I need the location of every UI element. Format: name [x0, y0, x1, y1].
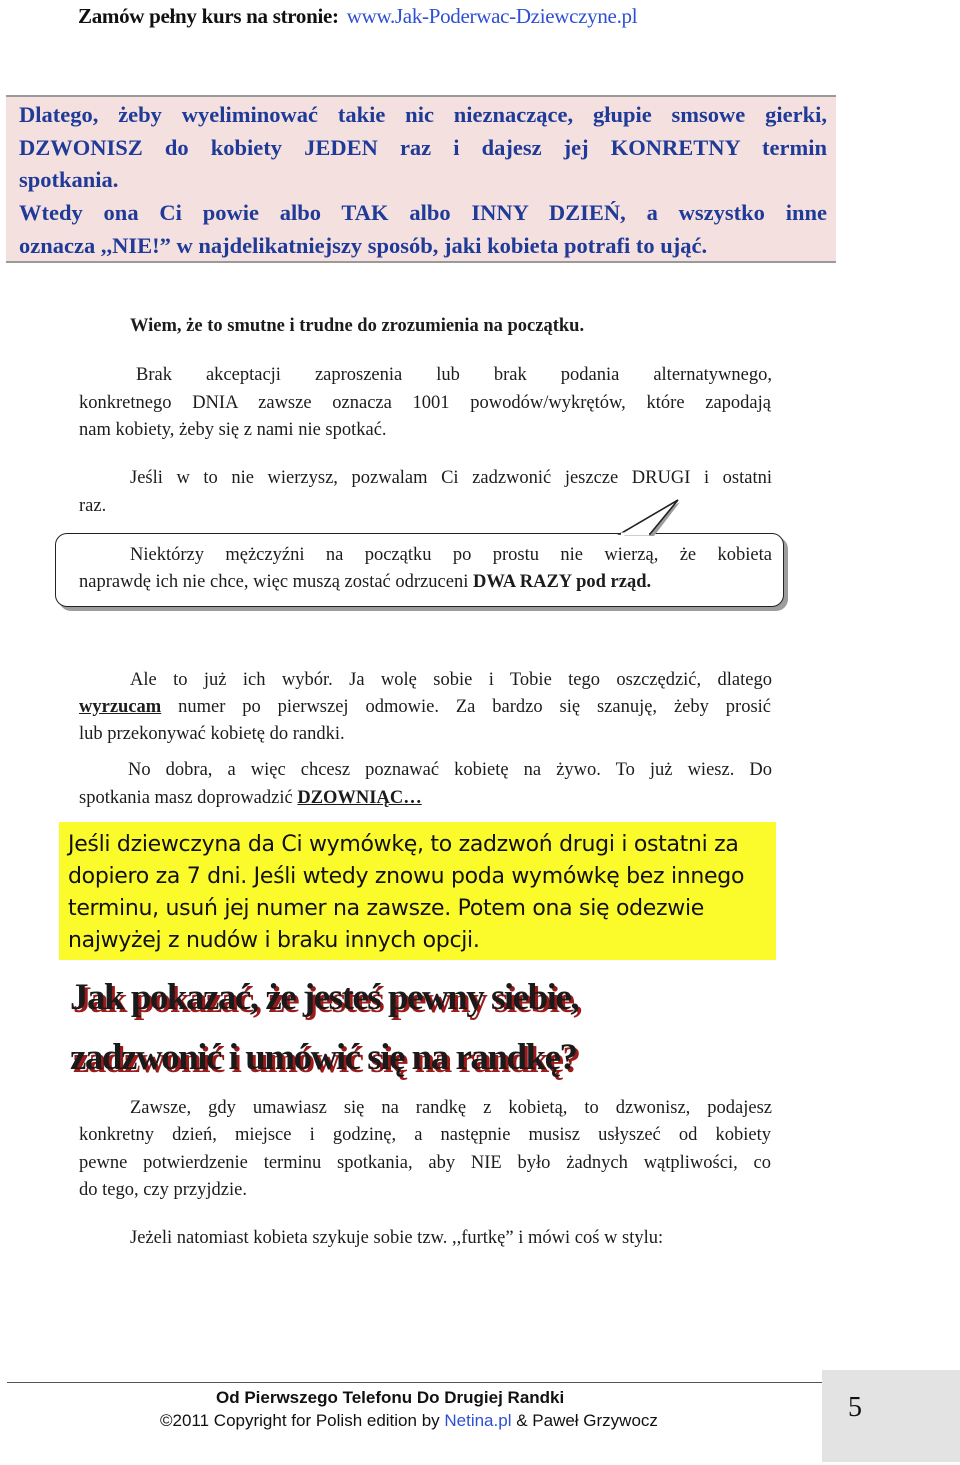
page-number-box	[822, 1370, 960, 1462]
paragraph-text: numer po pierwszej odmowie. Za bardzo się szanuję, żeby prosić	[161, 697, 771, 717]
emphasis-word: wyrzucam	[79, 697, 162, 717]
paragraph-line: lub przekonywać kobietę do randki.	[79, 724, 345, 744]
paragraph-line: konkretny dzień, miejsce i godzinę, a następnie musisz usłyszeć od kobiety	[79, 1125, 771, 1145]
page-number: 5	[848, 1392, 862, 1423]
paragraph-line: Jeśli w to nie wierzysz, pozwalam Ci zadzwonić jeszcze DRUGI i ostatni	[130, 468, 772, 488]
paragraph-line: Brak akceptacji zaproszenia lub brak podania alternatywnego,	[136, 365, 772, 385]
paragraph-text: spotkania masz doprowadzić	[79, 788, 298, 808]
callout-line: terminu, usuń jej numer na zawsze. Potem ona się odezwie	[68, 896, 704, 921]
highlight-line: Wtedy ona Ci powie albo TAK albo INNY DZIEŃ, a wszystko inne	[19, 200, 827, 225]
paragraph-line: Zawsze, gdy umawiasz się na randkę z kobietą, to dzwonisz, podajesz	[130, 1098, 772, 1118]
highlight-line: DZWONISZ do kobiety JEDEN raz i dajesz jej KONRETNY termin	[19, 135, 827, 160]
paragraph-line: do tego, czy przyjdzie.	[79, 1180, 247, 1200]
paragraph-line	[79, 788, 422, 809]
footer-divider	[7, 1382, 822, 1383]
paragraph-line: konkretnego DNIA zawsze oznacza 1001 powodów/wykrętów, które zapodają	[79, 393, 771, 413]
footer-title: Od Pierwszego Telefonu Do Drugiej Randki	[216, 1388, 565, 1407]
header-lead: Zamów pełny kurs na stronie:	[78, 4, 339, 28]
highlight-line: Dlatego, żeby wyeliminować takie nic nieznaczące, głupie smsowe gierki,	[19, 102, 827, 127]
bold-intro: Wiem, że to smutne i trudne do zrozumienia na początku.	[130, 316, 585, 336]
callout-line: najwyżej z nudów i braku innych opcji.	[68, 928, 480, 953]
section-headline: Jak pokazać, że jesteś pewny siebie,	[70, 977, 579, 1018]
paragraph-line	[79, 697, 771, 718]
speech-bubble-tail	[620, 500, 710, 536]
netina-link[interactable]: Netina.pl	[444, 1411, 512, 1430]
bubble-text: naprawdę ich nie chce, więc muszą zostać odrzuceni	[79, 572, 473, 592]
header-url-link[interactable]: www.Jak-Poderwac-Dziewczyne.pl	[346, 4, 638, 28]
paragraph-line: raz.	[79, 496, 107, 516]
bubble-line	[79, 572, 651, 593]
bubble-line: Niektórzy mężczyźni na początku po prostu nie wierzą, że kobieta	[130, 545, 772, 565]
highlight-line: spotkania.	[19, 167, 119, 192]
paragraph-line: nam kobiety, żeby się z nami nie spotkać.	[79, 420, 387, 440]
bubble-emphasis: DWA RAZY pod rząd.	[472, 572, 652, 592]
footer-copyright	[160, 1411, 658, 1431]
page-header	[78, 4, 637, 29]
callout-line: dopiero za 7 dni. Jeśli wtedy znowu poda wymówkę bez innego	[68, 864, 745, 889]
paragraph-line: Ale to już ich wybór. Ja wolę sobie i Tobie tego oszczędzić, dlatego	[130, 670, 772, 690]
copyright-author: & Paweł Grzywocz	[511, 1411, 658, 1430]
section-headline: zadzwonić i umówić się na randkę?	[70, 1037, 577, 1078]
paragraph-line: pewne potwierdzenie terminu spotkania, aby NIE było żadnych wątpliwości, co	[79, 1153, 771, 1173]
emphasis-word: DZOWNIĄC…	[297, 788, 422, 808]
copyright-text: ©2011 Copyright for Polish edition by	[160, 1411, 445, 1430]
paragraph-line: Jeżeli natomiast kobieta szykuje sobie tzw. ,,furtkę” i mówi coś w stylu:	[130, 1228, 664, 1248]
callout-line: Jeśli dziewczyna da Ci wymówkę, to zadzwoń drugi i ostatni za	[68, 832, 739, 857]
paragraph-line: No dobra, a więc chcesz poznawać kobietę na żywo. To już wiesz. Do	[128, 760, 772, 780]
highlight-line: oznacza ,,NIE!” w najdelikatniejszy sposób, jaki kobieta potrafi to ująć.	[19, 233, 708, 258]
